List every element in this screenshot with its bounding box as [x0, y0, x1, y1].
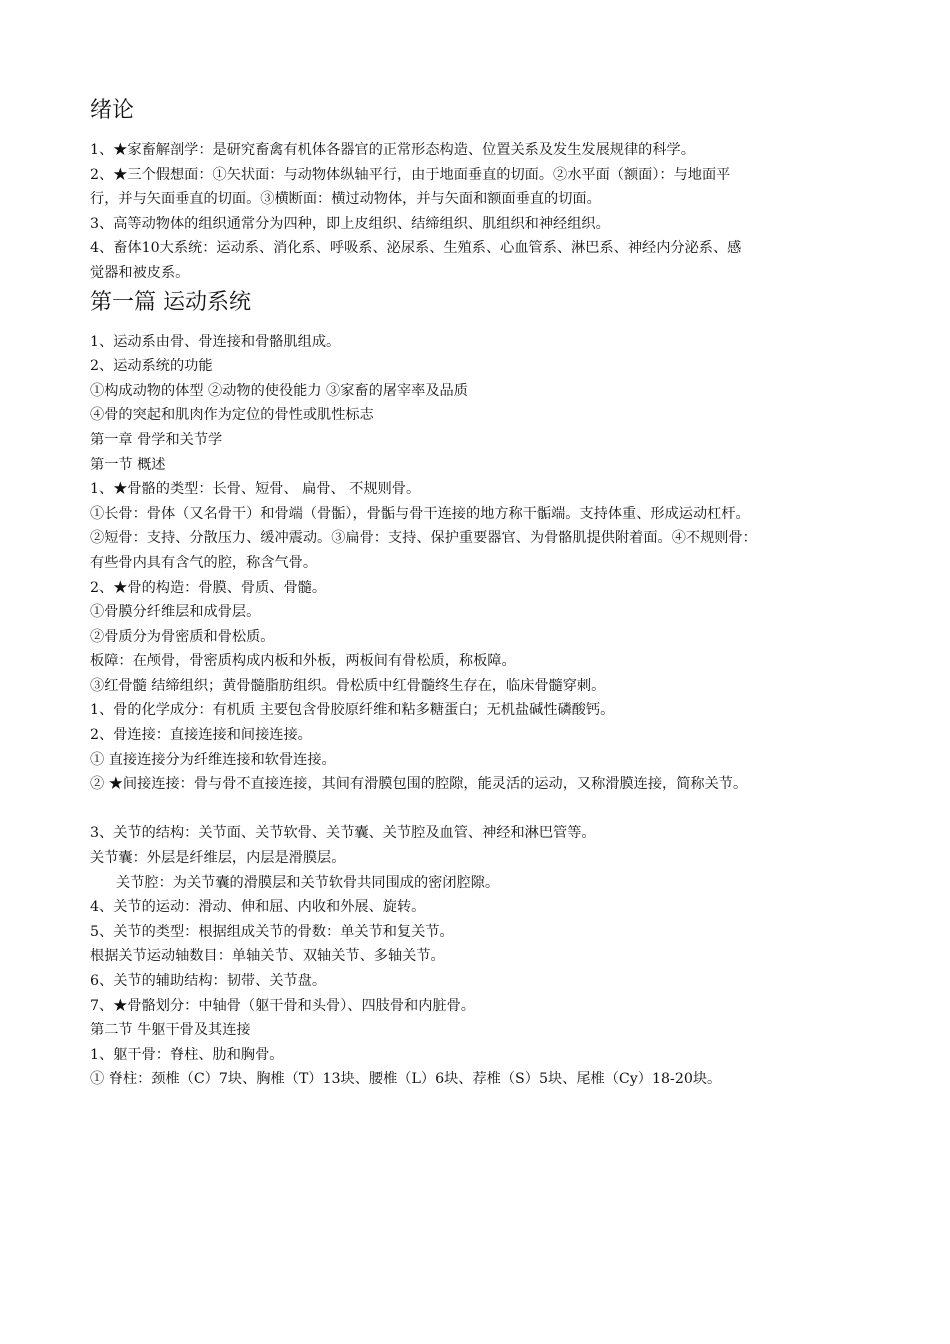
body-line: ①骨膜分纤维层和成骨层。 [90, 604, 261, 621]
body-line: ① 脊柱：颈椎（C）7块、胸椎（T）13块、腰椎（L）6块、荐椎（S）5块、尾椎（Cy）18-20块。 [90, 1071, 722, 1088]
body-line: 根据关节运动轴数目：单轴关节、双轴关节、多轴关节。 [90, 948, 445, 965]
body-line: 1、骨的化学成分：有机质 主要包含骨胶原纤维和粘多糖蛋白；无机盐碱性磷酸钙。 [90, 702, 615, 719]
body-line: ② ★间接连接：骨与骨不直接连接，其间有滑膜包围的腔隙，能灵活的运动，又称滑膜连接，简称关节。 [90, 776, 748, 793]
body-line: ①长骨：骨体（又名骨干）和骨端（骨骺），骨骺与骨干连接的地方称干骺端。支持体重、形成运动杠杆。 [90, 505, 750, 522]
body-line: 6、关节的辅助结构：韧带、关节盘。 [90, 973, 327, 989]
body-line: ②骨质分为骨密质和骨松质。 [90, 628, 275, 645]
body-line: 4、关节的运动：滑动、伸和屈、内收和外展、旋转。 [90, 899, 426, 916]
body-line: ④骨的突起和肌肉作为定位的骨性或肌性标志 [90, 407, 374, 424]
intro-line: 4、畜体10大系统：运动系、消化系、呼吸系、泌尿系、生殖系、心血管系、淋巴系、神经内分泌系、感 [90, 240, 742, 257]
intro-line: 2、★三个假想面：①矢状面：与动物体纵轴平行，由于地面垂直的切面。②水平面（额面）：与地面平 [90, 166, 731, 183]
body-line: 1、★骨骼的类型：长骨、短骨、 扁骨、 不规则骨。 [90, 481, 421, 498]
body-line: ①构成动物的体型 ②动物的使役能力 ③家畜的屠宰率及品质 [90, 382, 468, 399]
section-title: 第二节 牛躯干骨及其连接 [90, 1022, 251, 1039]
body-line: 3、关节的结构：关节面、关节软骨、关节囊、关节腔及血管、神经和淋巴管等。 [90, 825, 596, 842]
body-line: ① 直接连接分为纤维连接和软骨连接。 [90, 751, 336, 768]
blank-line [90, 797, 880, 822]
body-line: 2、★骨的构造：骨膜、骨质、骨髓。 [90, 579, 327, 596]
body-line: ②短骨：支持、分散压力、缓冲震动。③扁骨：支持、保护重要器官、为骨骼肌提供附着面。④不规则骨： [90, 530, 757, 547]
intro-line: 1、★家畜解剖学：是研究畜禽有机体各器官的正常形态构造、位置关系及发生发展规律的科学。 [90, 142, 695, 158]
body-line: 1、躯干骨：脊柱、肋和胸骨。 [90, 1046, 284, 1063]
body-line: 5、关节的类型：根据组成关节的骨数：单关节和复关节。 [90, 923, 454, 940]
section-title: 第一节 概述 [90, 456, 166, 473]
body-line: 有些骨内具有含气的腔，称含气骨。 [90, 554, 318, 571]
intro-line: 行，并与矢面垂直的切面。③横断面：横过动物体，并与矢面和额面垂直的切面。 [90, 191, 601, 208]
body-line: ③红骨髓 结缔组织；黄骨髓脂肪组织。骨松质中红骨髓终生存在，临床骨髓穿刺。 [90, 677, 606, 694]
intro-section [90, 138, 880, 286]
heading-intro: 绪论 [90, 98, 135, 123]
part1-section [90, 330, 880, 797]
intro-line: 觉器和被皮系。 [90, 264, 190, 281]
body-line: 1、运动系由骨、骨连接和骨骼肌组成。 [90, 333, 341, 350]
document-page [90, 96, 880, 1092]
body-line: 关节腔：为关节囊的滑膜层和关节软骨共同围成的密闭腔隙。 [116, 874, 500, 891]
body-line: 2、运动系统的功能 [90, 358, 213, 375]
body-line: 7、★骨骼划分：中轴骨（躯干骨和头骨）、四肢骨和内脏骨。 [90, 997, 475, 1014]
body-line: 关节囊：外层是纤维层，内层是滑膜层。 [90, 850, 346, 867]
joint-section [90, 821, 880, 1092]
heading-part1: 第一篇 运动系统 [90, 289, 251, 315]
intro-line: 3、高等动物体的组织通常分为四种，即上皮组织、结缔组织、肌组织和神经组织。 [90, 215, 610, 232]
body-line: 板障：在颅骨，骨密质构成内板和外板，两板间有骨松质，称板障。 [90, 653, 516, 670]
body-line: 2、骨连接：直接连接和间接连接。 [90, 727, 312, 744]
chapter-title: 第一章 骨学和关节学 [90, 431, 223, 448]
